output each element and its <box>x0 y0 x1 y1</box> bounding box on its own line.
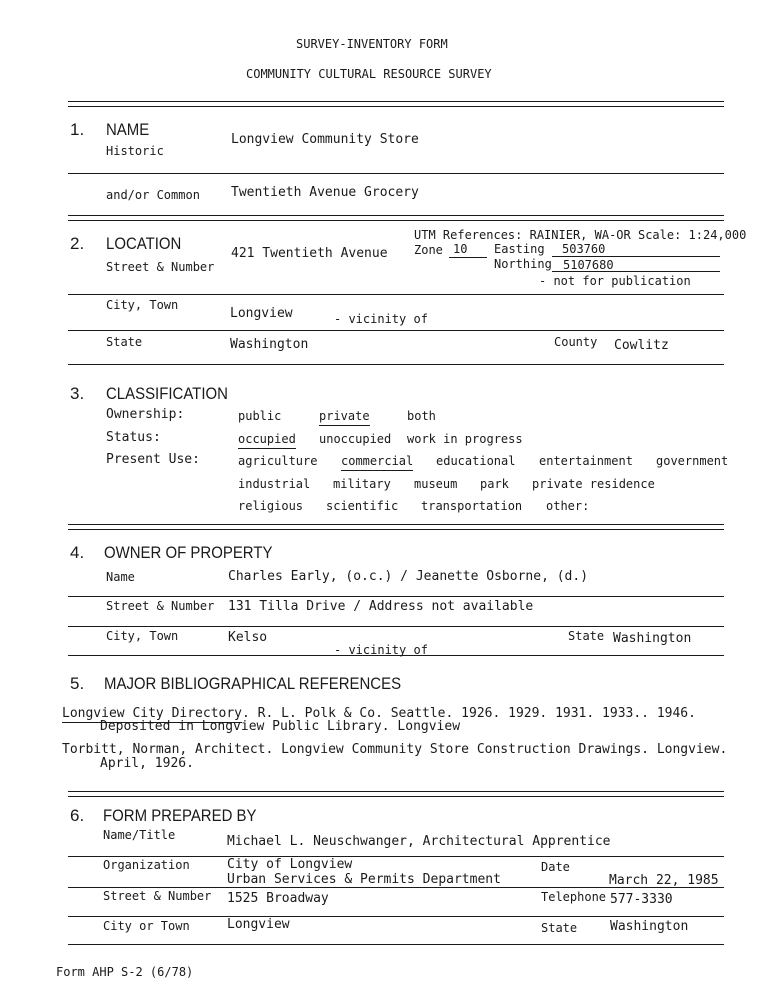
use-agriculture: agriculture <box>238 454 318 468</box>
county-value: Cowlitz <box>614 338 669 353</box>
use-government: government <box>656 454 729 468</box>
reference-2-line-2: April, 1926. <box>100 756 194 771</box>
use-educational: educational <box>436 454 516 468</box>
owner-street-label: Street & Number <box>106 599 215 613</box>
northing-blank <box>552 271 720 272</box>
preparer-city-label: City or Town <box>103 919 190 933</box>
rule <box>68 944 724 945</box>
historic-value: Longview Community Store <box>231 132 419 147</box>
reference-1-details: . R. L. Polk & Co. Seattle. 1926. 1929. 1931. 1933.. 1946. <box>242 706 696 721</box>
rule <box>68 101 724 107</box>
owner-vicinity-of: - vicinity of <box>334 643 428 657</box>
preparer-state-label: State <box>541 921 578 935</box>
vicinity-of: - vicinity of <box>334 312 428 326</box>
northing-value: 5107680 <box>563 258 614 272</box>
preparer-name-value: Michael L. Neuschwanger, Architectural Apprentice <box>227 834 611 849</box>
section-number: 4. <box>70 543 85 562</box>
use-commercial-selected: commercial <box>341 453 413 471</box>
telephone-value: 577-3330 <box>610 892 673 907</box>
status-occupied-selected: occupied <box>238 431 296 449</box>
organization-line-2: Urban Services & Permits Department <box>227 872 501 887</box>
use-military: military <box>333 477 391 491</box>
historic-label: Historic <box>106 144 164 158</box>
city-label: City, Town <box>106 298 179 312</box>
organization-label: Organization <box>103 858 190 872</box>
status-unoccupied: unoccupied <box>319 432 392 446</box>
use-private-residence: private residence <box>532 477 655 491</box>
owner-city-label: City, Town <box>106 629 179 643</box>
ownership-both: both <box>407 409 436 423</box>
form-id: Form AHP S-2 (6/78) <box>56 965 194 979</box>
zone-value: 10 <box>453 242 468 256</box>
zone-blank <box>449 257 487 258</box>
preparer-street-label: Street & Number <box>103 889 212 903</box>
reference-1-line-2: Deposited in Longview Public Library. Longview <box>100 719 461 734</box>
not-for-publication: - not for publication <box>539 274 691 288</box>
use-park: park <box>480 477 509 491</box>
rule <box>68 173 724 174</box>
use-religious: religious <box>238 499 304 513</box>
ownership-label: Ownership: <box>106 407 185 422</box>
state-label: State <box>106 335 143 349</box>
section-heading-name: NAME <box>106 120 150 139</box>
preparer-street-value: 1525 Broadway <box>227 891 329 906</box>
use-industrial: industrial <box>238 477 311 491</box>
rule <box>68 596 724 597</box>
owner-state-value: Washington <box>613 631 692 646</box>
section-heading-owner: OWNER OF PROPERTY <box>104 543 273 562</box>
rule <box>68 655 724 656</box>
zone-label: Zone <box>414 243 443 257</box>
street-label: Street & Number <box>106 260 215 274</box>
use-museum: museum <box>414 477 458 491</box>
utm-references: UTM References: RAINIER, WA-OR Scale: 1:24,000 <box>414 228 747 242</box>
common-value: Twentieth Avenue Grocery <box>231 185 419 200</box>
county-label: County <box>554 335 598 349</box>
owner-name-label: Name <box>106 570 135 584</box>
use-transportation: transportation <box>421 499 523 513</box>
reference-2: Torbitt, Norman, Architect. Longview Community Store Construction Drawings. Longview. <box>62 742 728 757</box>
present-use-label: Present Use: <box>106 452 200 467</box>
section-number: 6. <box>70 806 85 825</box>
section-heading-references: MAJOR BIBLIOGRAPHICAL REFERENCES <box>104 674 402 693</box>
easting-value: 503760 <box>562 242 606 256</box>
owner-state-label: State <box>568 629 605 643</box>
rule <box>68 916 724 917</box>
date-label: Date <box>541 860 570 874</box>
rule <box>68 364 724 365</box>
state-value: Washington <box>230 337 309 352</box>
ownership-private-selected: private <box>319 408 370 426</box>
rule <box>68 524 724 530</box>
preparer-state-value: Washington <box>610 919 689 934</box>
rule <box>68 215 724 221</box>
use-entertainment: entertainment <box>539 454 633 468</box>
section-heading-location: LOCATION <box>106 234 182 253</box>
easting-label: Easting <box>494 242 545 256</box>
rule <box>68 330 724 331</box>
city-value: Longview <box>230 306 293 321</box>
common-label: and/or Common <box>106 188 200 202</box>
rule <box>68 626 724 627</box>
section-number: 2. <box>70 234 85 253</box>
rule <box>68 294 724 295</box>
reference-1-title: Longview City Directory <box>62 706 243 721</box>
owner-name-value: Charles Early, (o.c.) / Jeanette Osborne, (d.) <box>228 569 589 584</box>
organization-line-1: City of Longview <box>227 857 353 872</box>
section-number: 5. <box>70 674 85 693</box>
section-number: 3. <box>70 384 85 403</box>
northing-label: Northing <box>494 257 552 271</box>
section-heading-form-prepared: FORM PREPARED BY <box>103 806 257 825</box>
rule <box>68 791 724 797</box>
form-title: SURVEY-INVENTORY FORM <box>296 37 448 51</box>
owner-street-value: 131 Tilla Drive / Address not available <box>228 599 534 614</box>
street-value: 421 Twentieth Avenue <box>231 246 388 261</box>
form-subtitle: COMMUNITY CULTURAL RESOURCE SURVEY <box>246 67 492 81</box>
preparer-name-label: Name/Title <box>103 828 176 842</box>
use-scientific: scientific <box>326 499 399 513</box>
status-work-in-progress: work in progress <box>407 432 523 446</box>
use-other: other: <box>546 499 590 513</box>
section-number: 1. <box>70 120 85 139</box>
section-heading-classification: CLASSIFICATION <box>106 384 228 403</box>
telephone-label: Telephone <box>541 890 607 904</box>
preparer-city-value: Longview <box>227 917 290 932</box>
owner-city-value: Kelso <box>228 630 268 645</box>
date-value: March 22, 1985 <box>609 873 719 888</box>
status-label: Status: <box>106 430 161 445</box>
ownership-public: public <box>238 409 282 423</box>
